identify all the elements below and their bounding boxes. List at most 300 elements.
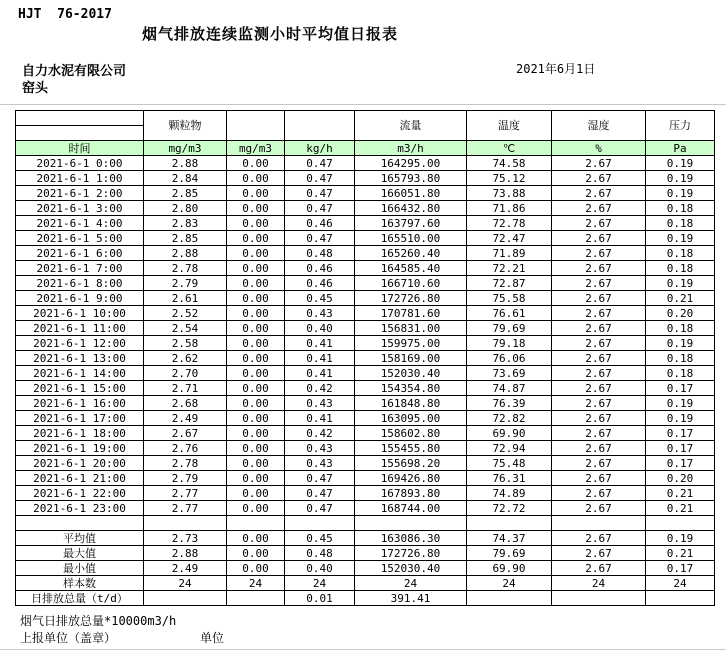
table-row	[16, 351, 715, 366]
table-row	[16, 246, 715, 261]
value-cell: 0.00	[227, 471, 285, 486]
value-cell: 164585.40	[355, 261, 467, 276]
value-cell: 2.67	[552, 186, 646, 201]
value-cell: 0.00	[227, 186, 285, 201]
value-cell: 0.45	[285, 291, 355, 306]
unit-cell-humidity: %	[552, 141, 646, 156]
time-cell: 2021-6-1 5:00	[16, 231, 144, 246]
value-cell: 72.21	[467, 261, 552, 276]
value-cell: 0.00	[227, 501, 285, 516]
summary-value-cell: 24	[552, 576, 646, 591]
top-divider	[0, 104, 726, 105]
value-cell: 0.41	[285, 411, 355, 426]
summary-value-cell: 172726.80	[355, 546, 467, 561]
value-cell: 2.67	[552, 351, 646, 366]
unit-cell-particulate-mg: mg/m3	[144, 141, 227, 156]
value-cell: 168744.00	[355, 501, 467, 516]
value-cell: 0.21	[646, 486, 715, 501]
empty-cell	[285, 516, 355, 531]
value-cell: 156831.00	[355, 321, 467, 336]
value-cell: 0.19	[646, 156, 715, 171]
summary-value-cell: 2.73	[144, 531, 227, 546]
summary-row	[16, 561, 715, 576]
time-cell: 2021-6-1 4:00	[16, 216, 144, 231]
table-row	[16, 261, 715, 276]
value-cell: 2.67	[552, 336, 646, 351]
value-cell: 0.47	[285, 501, 355, 516]
value-cell: 0.00	[227, 411, 285, 426]
summary-value-cell	[552, 591, 646, 606]
value-cell: 0.46	[285, 216, 355, 231]
summary-value-cell: 24	[227, 576, 285, 591]
value-cell: 2.67	[552, 381, 646, 396]
summary-value-cell: 2.49	[144, 561, 227, 576]
time-cell: 2021-6-1 12:00	[16, 336, 144, 351]
summary-value-cell: 24	[285, 576, 355, 591]
time-cell: 2021-6-1 3:00	[16, 201, 144, 216]
time-cell: 2021-6-1 13:00	[16, 351, 144, 366]
unit-cell-mg: mg/m3	[227, 141, 285, 156]
value-cell: 71.89	[467, 246, 552, 261]
table-row	[16, 456, 715, 471]
column-header-blank-2	[285, 111, 355, 141]
table-row	[16, 411, 715, 426]
table-row	[16, 276, 715, 291]
empty-cell	[355, 516, 467, 531]
value-cell: 2.52	[144, 306, 227, 321]
summary-label-cell: 日排放总量（t/d）	[16, 591, 144, 606]
value-cell: 0.19	[646, 336, 715, 351]
column-header-temperature: 温度	[467, 111, 552, 141]
value-cell: 2.67	[552, 441, 646, 456]
value-cell: 0.18	[646, 321, 715, 336]
summary-value-cell: 0.21	[646, 546, 715, 561]
summary-label-cell: 最大值	[16, 546, 144, 561]
value-cell: 2.77	[144, 486, 227, 501]
value-cell: 2.67	[552, 426, 646, 441]
table-row	[16, 171, 715, 186]
value-cell: 74.58	[467, 156, 552, 171]
value-cell: 158602.80	[355, 426, 467, 441]
summary-row	[16, 576, 715, 591]
time-cell: 2021-6-1 15:00	[16, 381, 144, 396]
value-cell: 0.19	[646, 276, 715, 291]
value-cell: 73.69	[467, 366, 552, 381]
value-cell: 2.84	[144, 171, 227, 186]
value-cell: 2.78	[144, 261, 227, 276]
value-cell: 2.80	[144, 201, 227, 216]
value-cell: 155698.20	[355, 456, 467, 471]
value-cell: 0.00	[227, 171, 285, 186]
value-cell: 72.78	[467, 216, 552, 231]
time-cell: 2021-6-1 16:00	[16, 396, 144, 411]
empty-cell	[16, 516, 144, 531]
value-cell: 73.88	[467, 186, 552, 201]
value-cell: 0.00	[227, 306, 285, 321]
time-cell: 2021-6-1 14:00	[16, 366, 144, 381]
table-row	[16, 156, 715, 171]
value-cell: 0.43	[285, 456, 355, 471]
value-cell: 0.18	[646, 366, 715, 381]
table-row	[16, 426, 715, 441]
units-row	[16, 141, 715, 156]
value-cell: 0.19	[646, 411, 715, 426]
summary-value-cell: 0.01	[285, 591, 355, 606]
value-cell: 0.17	[646, 441, 715, 456]
value-cell: 0.00	[227, 396, 285, 411]
time-header-cell: 时间	[16, 141, 144, 156]
value-cell: 0.41	[285, 366, 355, 381]
summary-value-cell	[227, 591, 285, 606]
value-cell: 2.67	[552, 411, 646, 426]
empty-cell	[227, 516, 285, 531]
summary-value-cell: 0.45	[285, 531, 355, 546]
value-cell: 0.00	[227, 156, 285, 171]
value-cell: 164295.00	[355, 156, 467, 171]
unit-cell-flow: m3/h	[355, 141, 467, 156]
empty-cell	[646, 516, 715, 531]
company-name: 自力水泥有限公司	[22, 64, 127, 79]
page-title: 烟气排放连续监测小时平均值日报表	[141, 25, 398, 43]
value-cell: 0.17	[646, 426, 715, 441]
value-cell: 0.20	[646, 306, 715, 321]
value-cell: 2.67	[552, 291, 646, 306]
value-cell: 2.71	[144, 381, 227, 396]
value-cell: 0.00	[227, 321, 285, 336]
value-cell: 161848.80	[355, 396, 467, 411]
empty-cell	[467, 516, 552, 531]
table-row	[16, 201, 715, 216]
value-cell: 0.21	[646, 501, 715, 516]
value-cell: 0.00	[227, 291, 285, 306]
value-cell: 0.00	[227, 231, 285, 246]
value-cell: 2.67	[552, 501, 646, 516]
value-cell: 0.18	[646, 216, 715, 231]
summary-value-cell: 391.41	[355, 591, 467, 606]
value-cell: 0.00	[227, 351, 285, 366]
value-cell: 0.48	[285, 246, 355, 261]
summary-value-cell: 2.67	[552, 531, 646, 546]
table-row	[16, 471, 715, 486]
value-cell: 2.67	[552, 471, 646, 486]
value-cell: 2.88	[144, 156, 227, 171]
value-cell: 0.43	[285, 441, 355, 456]
value-cell: 2.70	[144, 366, 227, 381]
time-cell: 2021-6-1 23:00	[16, 501, 144, 516]
time-cell: 2021-6-1 6:00	[16, 246, 144, 261]
table-row	[16, 501, 715, 516]
value-cell: 76.06	[467, 351, 552, 366]
table-row	[16, 321, 715, 336]
value-cell: 2.62	[144, 351, 227, 366]
value-cell: 2.67	[552, 456, 646, 471]
table-row	[16, 291, 715, 306]
summary-value-cell: 2.88	[144, 546, 227, 561]
time-cell: 2021-6-1 17:00	[16, 411, 144, 426]
value-cell: 0.19	[646, 186, 715, 201]
value-cell: 0.19	[646, 231, 715, 246]
value-cell: 2.61	[144, 291, 227, 306]
monitoring-point: 窑头	[22, 81, 49, 96]
empty-cell	[144, 516, 227, 531]
value-cell: 2.85	[144, 231, 227, 246]
summary-label-cell: 样本数	[16, 576, 144, 591]
summary-value-cell: 152030.40	[355, 561, 467, 576]
value-cell: 159975.00	[355, 336, 467, 351]
time-cell: 2021-6-1 19:00	[16, 441, 144, 456]
value-cell: 2.78	[144, 456, 227, 471]
summary-label-cell: 平均值	[16, 531, 144, 546]
value-cell: 0.00	[227, 276, 285, 291]
summary-value-cell	[467, 591, 552, 606]
table-row	[16, 231, 715, 246]
value-cell: 158169.00	[355, 351, 467, 366]
report-date: 2021年6月1日	[516, 62, 596, 76]
value-cell: 71.86	[467, 201, 552, 216]
table-row	[16, 486, 715, 501]
value-cell: 0.00	[227, 441, 285, 456]
value-cell: 75.48	[467, 456, 552, 471]
value-cell: 0.18	[646, 246, 715, 261]
time-cell: 2021-6-1 8:00	[16, 276, 144, 291]
value-cell: 165260.40	[355, 246, 467, 261]
value-cell: 2.76	[144, 441, 227, 456]
value-cell: 0.00	[227, 336, 285, 351]
table-row	[16, 216, 715, 231]
value-cell: 0.00	[227, 381, 285, 396]
column-header-blank-1	[227, 111, 285, 141]
summary-value-cell: 74.37	[467, 531, 552, 546]
summary-value-cell: 24	[467, 576, 552, 591]
value-cell: 154354.80	[355, 381, 467, 396]
value-cell: 0.00	[227, 216, 285, 231]
value-cell: 170781.60	[355, 306, 467, 321]
monitoring-table	[15, 110, 715, 606]
column-header-particulate: 颗粒物	[144, 111, 227, 141]
empty-cell	[552, 516, 646, 531]
value-cell: 2.67	[552, 321, 646, 336]
value-cell: 72.47	[467, 231, 552, 246]
value-cell: 163095.00	[355, 411, 467, 426]
bottom-divider	[0, 649, 726, 650]
table-row	[16, 441, 715, 456]
value-cell: 75.12	[467, 171, 552, 186]
value-cell: 0.46	[285, 276, 355, 291]
value-cell: 2.88	[144, 246, 227, 261]
value-cell: 76.61	[467, 306, 552, 321]
value-cell: 0.00	[227, 456, 285, 471]
value-cell: 69.90	[467, 426, 552, 441]
table-row	[16, 186, 715, 201]
value-cell: 2.85	[144, 186, 227, 201]
summary-value-cell: 79.69	[467, 546, 552, 561]
value-cell: 2.77	[144, 501, 227, 516]
value-cell: 72.94	[467, 441, 552, 456]
value-cell: 2.67	[552, 156, 646, 171]
value-cell: 76.31	[467, 471, 552, 486]
value-cell: 172726.80	[355, 291, 467, 306]
summary-value-cell: 0.19	[646, 531, 715, 546]
unit-label: 单位	[200, 631, 225, 645]
summary-value-cell: 24	[144, 576, 227, 591]
value-cell: 0.47	[285, 231, 355, 246]
value-cell: 76.39	[467, 396, 552, 411]
header-empty-cell	[16, 111, 144, 126]
time-cell: 2021-6-1 2:00	[16, 186, 144, 201]
value-cell: 74.87	[467, 381, 552, 396]
time-cell: 2021-6-1 18:00	[16, 426, 144, 441]
value-cell: 0.00	[227, 261, 285, 276]
value-cell: 165793.80	[355, 171, 467, 186]
group-header-row	[16, 111, 715, 126]
value-cell: 2.54	[144, 321, 227, 336]
unit-cell-temperature: ℃	[467, 141, 552, 156]
value-cell: 2.67	[552, 216, 646, 231]
standard-code: HJT 76-2017	[18, 7, 112, 22]
value-cell: 2.67	[552, 231, 646, 246]
value-cell: 2.67	[552, 486, 646, 501]
summary-value-cell: 2.67	[552, 561, 646, 576]
value-cell: 2.83	[144, 216, 227, 231]
summary-value-cell: 0.00	[227, 561, 285, 576]
summary-value-cell: 0.00	[227, 546, 285, 561]
value-cell: 2.67	[552, 261, 646, 276]
time-cell: 2021-6-1 0:00	[16, 156, 144, 171]
table-row	[16, 396, 715, 411]
table-row	[16, 306, 715, 321]
value-cell: 0.47	[285, 171, 355, 186]
unit-cell-pressure: Pa	[646, 141, 715, 156]
value-cell: 0.18	[646, 351, 715, 366]
value-cell: 165510.00	[355, 231, 467, 246]
summary-value-cell: 2.67	[552, 546, 646, 561]
value-cell: 0.00	[227, 246, 285, 261]
summary-value-cell: 0.00	[227, 531, 285, 546]
value-cell: 72.72	[467, 501, 552, 516]
summary-value-cell: 163086.30	[355, 531, 467, 546]
value-cell: 75.58	[467, 291, 552, 306]
reporting-unit-label: 上报单位（盖章）	[20, 631, 117, 645]
value-cell: 0.20	[646, 471, 715, 486]
table-row	[16, 366, 715, 381]
value-cell: 2.67	[552, 306, 646, 321]
value-cell: 2.79	[144, 471, 227, 486]
value-cell: 79.18	[467, 336, 552, 351]
column-header-humidity: 湿度	[552, 111, 646, 141]
summary-value-cell: 0.48	[285, 546, 355, 561]
value-cell: 0.43	[285, 396, 355, 411]
value-cell: 0.42	[285, 426, 355, 441]
time-cell: 2021-6-1 9:00	[16, 291, 144, 306]
value-cell: 0.42	[285, 381, 355, 396]
value-cell: 0.18	[646, 201, 715, 216]
value-cell: 0.47	[285, 471, 355, 486]
value-cell: 2.67	[552, 396, 646, 411]
value-cell: 166051.80	[355, 186, 467, 201]
value-cell: 2.67	[144, 426, 227, 441]
value-cell: 72.82	[467, 411, 552, 426]
spacer-row	[16, 516, 715, 531]
summary-row	[16, 591, 715, 606]
summary-row	[16, 546, 715, 561]
column-header-pressure: 压力	[646, 111, 715, 141]
value-cell: 0.47	[285, 201, 355, 216]
value-cell: 0.17	[646, 381, 715, 396]
value-cell: 0.41	[285, 351, 355, 366]
value-cell: 0.17	[646, 456, 715, 471]
value-cell: 0.00	[227, 486, 285, 501]
summary-value-cell: 24	[646, 576, 715, 591]
value-cell: 2.79	[144, 276, 227, 291]
value-cell: 0.46	[285, 261, 355, 276]
value-cell: 0.43	[285, 306, 355, 321]
summary-row	[16, 531, 715, 546]
summary-value-cell	[646, 591, 715, 606]
value-cell: 152030.40	[355, 366, 467, 381]
value-cell: 0.47	[285, 156, 355, 171]
data-rows	[16, 156, 715, 606]
value-cell: 0.21	[646, 291, 715, 306]
value-cell: 2.67	[552, 276, 646, 291]
value-cell: 2.67	[552, 246, 646, 261]
summary-label-cell: 最小值	[16, 561, 144, 576]
column-header-flow: 流量	[355, 111, 467, 141]
value-cell: 166710.60	[355, 276, 467, 291]
value-cell: 2.49	[144, 411, 227, 426]
value-cell: 72.87	[467, 276, 552, 291]
value-cell: 0.18	[646, 261, 715, 276]
time-cell: 2021-6-1 7:00	[16, 261, 144, 276]
value-cell: 2.67	[552, 171, 646, 186]
time-cell: 2021-6-1 11:00	[16, 321, 144, 336]
table-row	[16, 381, 715, 396]
value-cell: 0.00	[227, 201, 285, 216]
value-cell: 74.89	[467, 486, 552, 501]
value-cell: 166432.80	[355, 201, 467, 216]
value-cell: 0.00	[227, 426, 285, 441]
value-cell: 2.58	[144, 336, 227, 351]
table-row	[16, 336, 715, 351]
value-cell: 0.47	[285, 486, 355, 501]
value-cell: 0.47	[285, 186, 355, 201]
time-cell: 2021-6-1 1:00	[16, 171, 144, 186]
summary-value-cell: 0.40	[285, 561, 355, 576]
value-cell: 0.00	[227, 366, 285, 381]
time-cell: 2021-6-1 10:00	[16, 306, 144, 321]
value-cell: 169426.80	[355, 471, 467, 486]
value-cell: 2.67	[552, 366, 646, 381]
value-cell: 0.41	[285, 336, 355, 351]
summary-value-cell: 0.17	[646, 561, 715, 576]
summary-value-cell: 69.90	[467, 561, 552, 576]
value-cell: 2.68	[144, 396, 227, 411]
time-cell: 2021-6-1 21:00	[16, 471, 144, 486]
value-cell: 163797.60	[355, 216, 467, 231]
summary-value-cell	[144, 591, 227, 606]
value-cell: 0.19	[646, 171, 715, 186]
unit-cell-kgh: kg/h	[285, 141, 355, 156]
header-empty-cell	[16, 126, 144, 141]
value-cell: 167893.80	[355, 486, 467, 501]
value-cell: 155455.80	[355, 441, 467, 456]
time-cell: 2021-6-1 20:00	[16, 456, 144, 471]
value-cell: 79.69	[467, 321, 552, 336]
time-cell: 2021-6-1 22:00	[16, 486, 144, 501]
value-cell: 2.67	[552, 201, 646, 216]
value-cell: 0.40	[285, 321, 355, 336]
flow-total-footnote: 烟气日排放总量*10000m3/h	[20, 614, 177, 628]
value-cell: 0.19	[646, 396, 715, 411]
